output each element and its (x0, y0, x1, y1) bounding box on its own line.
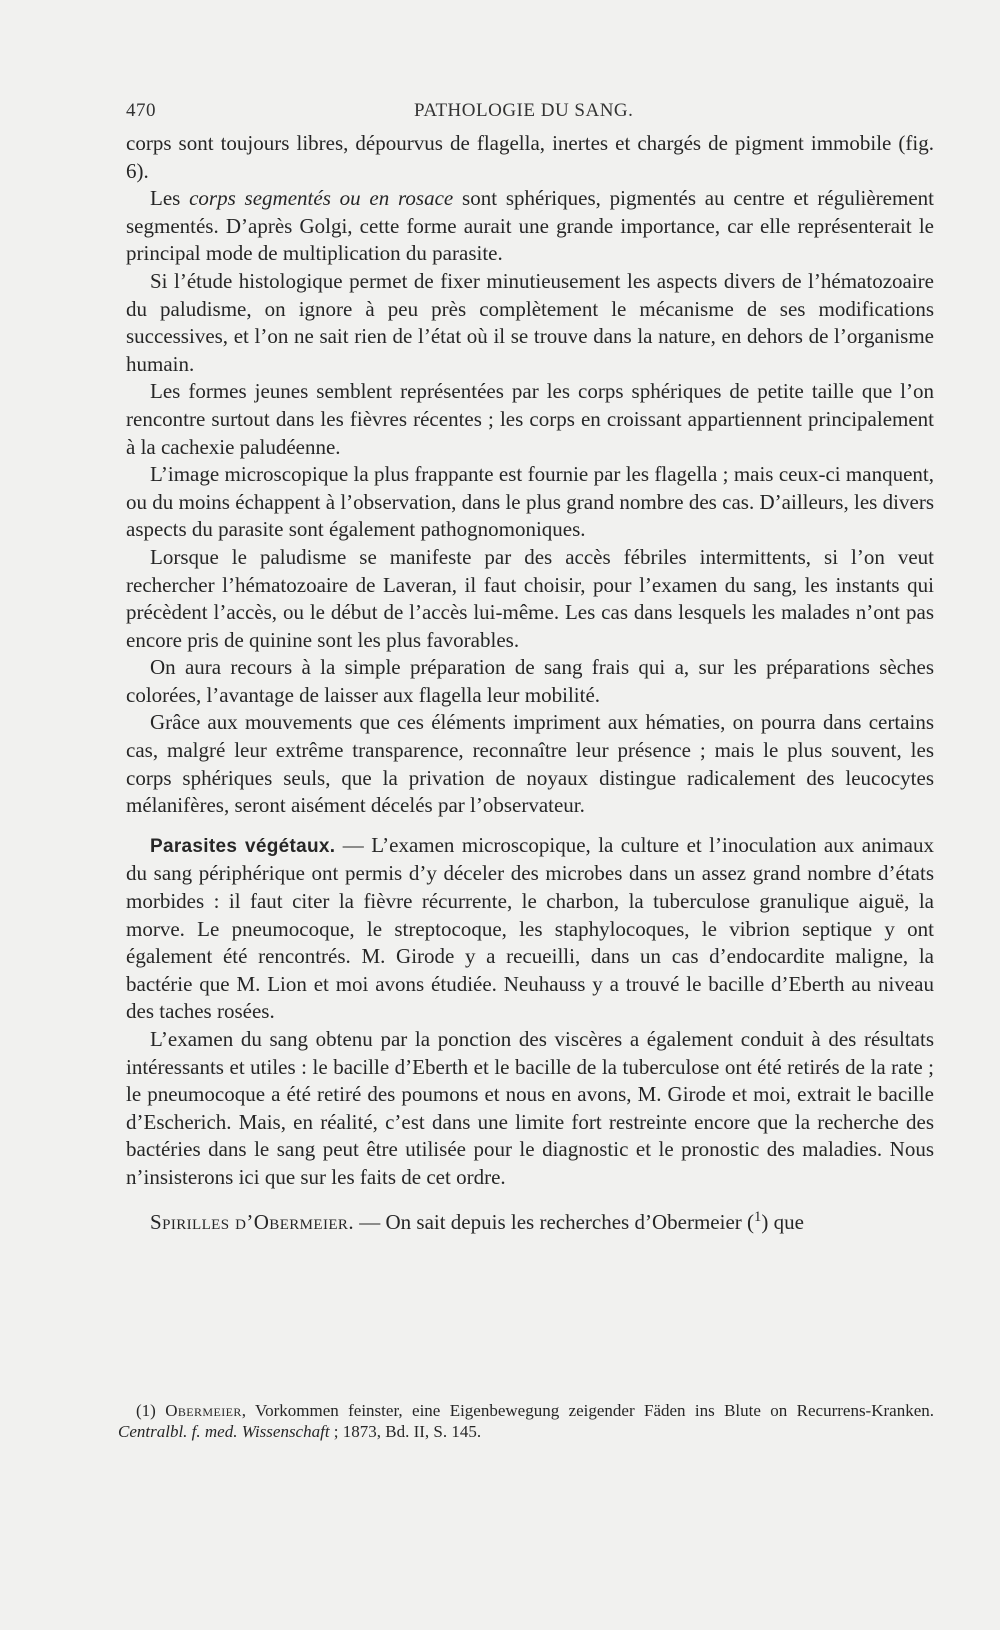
page-number: 470 (126, 100, 156, 121)
footnote (118, 1400, 934, 1442)
paragraph: Si l’étude histologique permet de fixer minutieusement les aspects divers de l’hématozoaire du paludisme, on ignore à peu près complètement le mécanisme de ses modifications successives, et l’on ne sait rien de l’état où il se trouve dans la nature, en dehors de l’organisme humain. (126, 268, 934, 376)
footnote-ref: 1 (754, 1208, 762, 1225)
section-paragraph (126, 832, 934, 1026)
text-run: , Vorkommen feinster, eine Eigenbewegung zeigender Fäden ins Blute on Recurrens-Kranken. (241, 1401, 934, 1420)
section-heading: Spirilles d’Obermeier. (150, 1209, 354, 1234)
text-run: — L’examen microscopique, la culture et l’inoculation aux animaux du sang périphérique ont permis d’y déceler des microbes dans un assez grand nombre d’états morbides : il faut citer la fièvre récurrente, le charbon, la tuberculose granulique aiguë, la morve. Le pneumocoque, le streptocoque, les staphylocoques, le vibrion septique y ont également été rencontrés. M. Girode y a recueilli, dans un cas d’endocardite maligne, la bactérie que M. Lion et moi avons étudiée. Neuhauss y a trouvé le bacille d’Eberth au niveau des taches rosées. (126, 832, 935, 1024)
italic-term: corps segmentés ou en rosace (189, 186, 454, 211)
section-heading: Parasites végétaux. (150, 835, 336, 857)
paragraph: Lorsque le paludisme se manifeste par des accès fébriles intermittents, si l’on veut rechercher l’hématozoaire de Laveran, il faut choisir, pour l’examen du sang, les instants qui précèdent l’accès, ou le début de l’accès lui-même. Les cas dans lesquels les malades n’ont pas encore pris de quinine sont les plus favorables. (126, 544, 934, 652)
paragraph: Les formes jeunes semblent représentées par les corps sphériques de petite taille que l’on rencontre surtout dans les fièvres récentes ; les corps en croissant appartiennent principalement à la cachexie paludéenne. (126, 379, 934, 459)
running-title: PATHOLOGIE DU SANG. (414, 100, 634, 121)
text-run: ) que (761, 1209, 804, 1234)
text-run: Les (150, 186, 190, 211)
footnotes (118, 1400, 934, 1442)
journal-title: Centralbl. f. med. Wissenschaft (118, 1422, 330, 1441)
paragraph (126, 185, 934, 268)
paragraph: corps sont toujours libres, dépourvus de flagella, inertes et chargés de pigment immobile (fig. 6). (126, 131, 934, 183)
paragraph: L’image microscopique la plus frappante est fournie par les flagella ; mais ceux-ci manquent, ou du moins échappent à l’observation, dans le plus grand nombre des cas. D’ailleurs, les divers aspects du parasite sont également pathognomoniques. (126, 462, 934, 542)
body-text (126, 130, 934, 1236)
section-paragraph (126, 1204, 934, 1237)
text-run: sont sphériques, pigmentés au centre et régulièrement segmentés. D’après Golgi, cette forme aurait une grande importance, car elle représenterait le principal mode de multiplication du parasite. (126, 186, 934, 266)
paragraph: L’examen du sang obtenu par la ponction des viscères a également conduit à des résultats intéressants et utiles : le bacille d’Eberth et le bacille de la tuberculose ont été retirés de la rate ; le pneumocoque a été retiré des poumons et nous en avons, M. Girode et moi, extrait le bacille d’Escherich. Mais, en réalité, c’est dans une limite fort restreinte encore que la recherche des bactéries dans le sang peut être utilisée pour le diagnostic et le pronostic des maladies. Nous n’insisterons ici que sur les faits de cet ordre. (126, 1027, 934, 1189)
text-run: ; 1873, Bd. II, S. 145. (329, 1422, 482, 1441)
footnote-author: Obermeier (165, 1401, 242, 1420)
text-run: — On sait depuis les recherches d’Obermeier ( (353, 1209, 754, 1234)
paragraph: Grâce aux mouvements que ces éléments impriment aux hématies, on pourra dans certains cas, malgré leur extrême transparence, reconnaître leur présence ; mais le plus souvent, les corps sphériques seuls, que la privation de noyaux distingue radicalement des leucocytes mélanifères, seront aisément décelés par l’observateur. (126, 710, 934, 818)
paragraph: On aura recours à la simple préparation de sang frais qui a, sur les préparations sèches colorées, l’avantage de laisser aux flagella leur mobilité. (126, 655, 934, 707)
footnote-marker: (1) (136, 1401, 156, 1420)
